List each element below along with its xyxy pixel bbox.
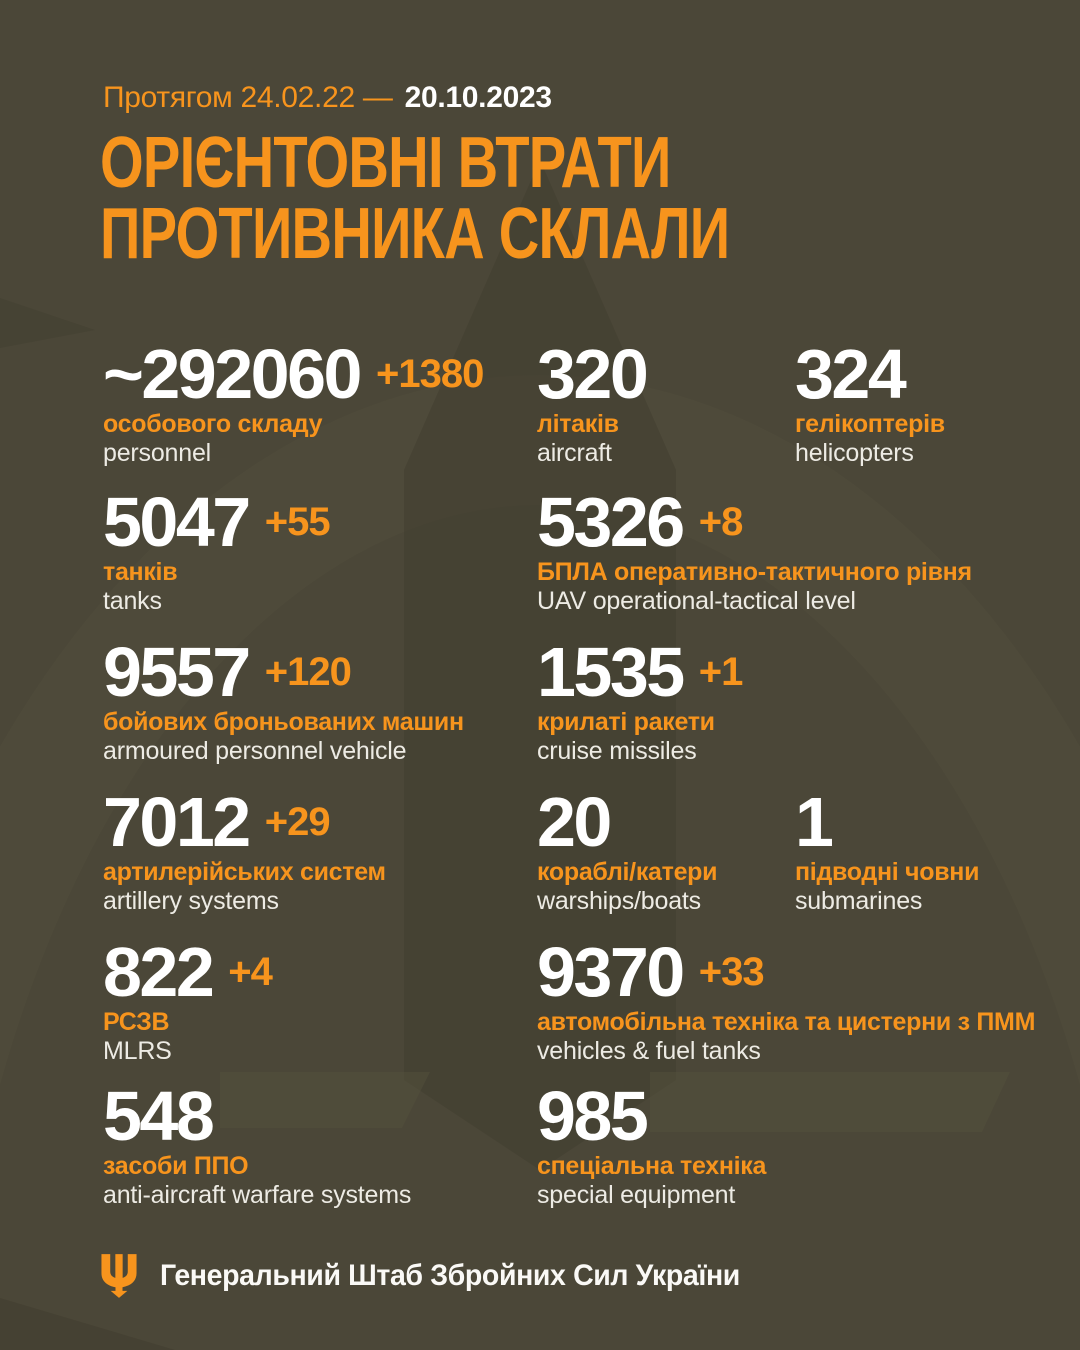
stat-label-ua: особового складу — [103, 410, 323, 438]
stat-delta: +8 — [698, 500, 743, 544]
stat-label-en: armoured personnel vehicle — [103, 737, 407, 765]
report-period — [103, 80, 552, 116]
stat-label-ua: крилаті ракети — [537, 708, 715, 736]
stat-value: 5326 — [537, 483, 683, 561]
stat-uav — [537, 483, 972, 615]
stat-label-ua: спеціальна техніка — [537, 1152, 767, 1180]
stat-value: 9557 — [103, 633, 249, 711]
stat-special-equip — [537, 1077, 767, 1209]
stat-label-en: helicopters — [795, 439, 914, 467]
stat-value: 548 — [103, 1077, 213, 1155]
stat-label-ua: танків — [103, 558, 178, 586]
stat-label-en: warships/boats — [537, 887, 701, 915]
stat-air-defence — [103, 1077, 412, 1209]
stat-delta: +4 — [228, 950, 272, 994]
stat-delta: +1 — [698, 650, 743, 694]
stat-value: 9370 — [537, 933, 683, 1011]
stat-value: 5047 — [103, 483, 249, 561]
stat-aircraft — [537, 335, 647, 467]
stat-tanks — [103, 483, 330, 615]
report-period-prefix: Протягом 24.02.22 — — [103, 81, 393, 114]
stat-value: 324 — [795, 335, 905, 413]
stat-label-en: special equipment — [537, 1181, 736, 1209]
stat-label-ua: артилерійських систем — [103, 858, 386, 886]
footer-organization: Генеральний Штаб Збройних Сил України — [160, 1259, 740, 1292]
stat-delta: +29 — [264, 800, 330, 844]
stat-label-ua: автомобільна техніка та цистерни з ПММ — [537, 1008, 1036, 1036]
stat-helicopters — [795, 335, 945, 467]
stat-mlrs — [103, 933, 272, 1065]
stat-artillery — [103, 783, 386, 915]
stat-label-ua: бойових броньованих машин — [103, 708, 464, 736]
stat-personnel — [103, 335, 484, 467]
stat-label-ua: РСЗВ — [103, 1008, 170, 1036]
stat-label-ua: літаків — [537, 410, 619, 438]
stat-value: 20 — [537, 783, 610, 861]
stat-label-en: submarines — [795, 887, 923, 915]
stat-delta: +120 — [264, 650, 351, 694]
stat-label-en: anti-aircraft warfare systems — [103, 1181, 412, 1209]
stat-value: 822 — [103, 933, 213, 1011]
trident-icon — [100, 1254, 138, 1298]
page-title — [100, 123, 907, 274]
stat-label-en: personnel — [103, 439, 212, 467]
stat-label-en: vehicles & fuel tanks — [537, 1037, 761, 1065]
stat-cruise-missiles — [537, 633, 743, 765]
stat-delta: +55 — [264, 500, 330, 544]
stat-label-en: MLRS — [103, 1037, 172, 1065]
stat-delta: +33 — [698, 950, 764, 994]
page-title-line1: ОРІЄНТОВНІ ВТРАТИ — [100, 123, 671, 203]
stat-label-ua: гелікоптерів — [795, 410, 945, 438]
stat-value: 1535 — [537, 633, 683, 711]
stat-label-en: artillery systems — [103, 887, 279, 915]
stat-vehicles — [537, 933, 1036, 1065]
page-title-line2: ПРОТИВНИКА СКЛАЛИ — [100, 194, 730, 274]
stat-delta: +1380 — [375, 352, 484, 396]
stat-label-ua: кораблі/катери — [537, 858, 718, 886]
stat-value: 320 — [537, 335, 647, 413]
stat-value: 7012 — [103, 783, 249, 861]
stat-value: 1 — [795, 783, 832, 861]
stat-submarines — [795, 783, 980, 915]
stat-value: ~292060 — [103, 335, 360, 413]
stat-label-ua: засоби ППО — [103, 1152, 249, 1180]
stat-value: 985 — [537, 1077, 647, 1155]
stat-label-en: cruise missiles — [537, 737, 697, 765]
report-date: 20.10.2023 — [404, 81, 552, 114]
stat-label-en: UAV operational-tactical level — [537, 587, 856, 615]
stat-label-en: aircraft — [537, 439, 612, 467]
stat-apv — [103, 633, 464, 765]
footer — [100, 1254, 770, 1298]
stat-label-ua: підводні човни — [795, 858, 980, 886]
stat-warships — [537, 783, 718, 915]
stat-label-ua: БПЛА оперативно-тактичного рівня — [537, 558, 972, 586]
stat-label-en: tanks — [103, 587, 162, 615]
